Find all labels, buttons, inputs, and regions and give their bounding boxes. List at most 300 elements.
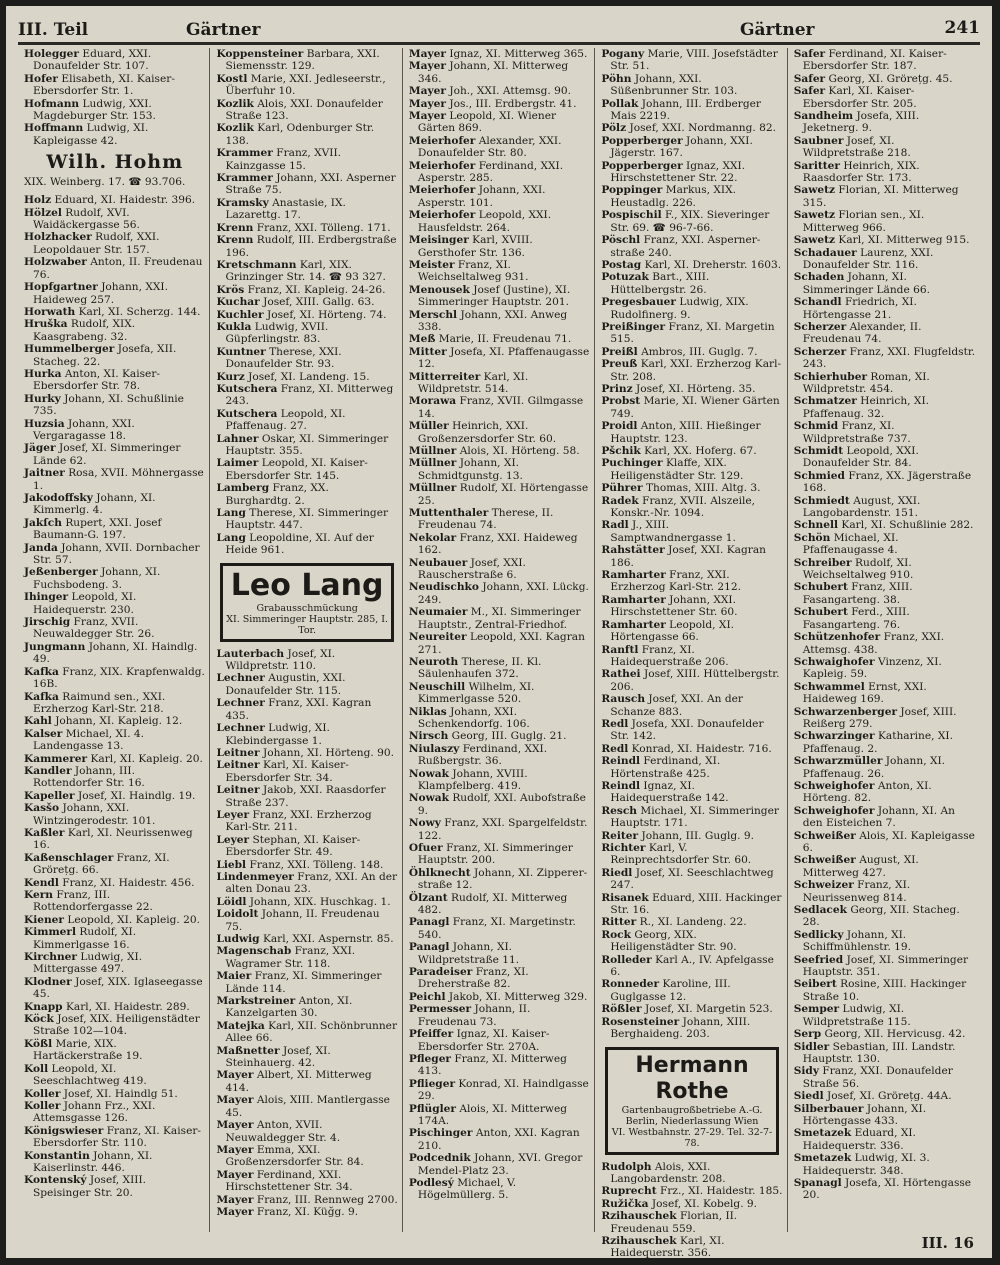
- entry-details: Thomas, XIII. Altg. 3.: [645, 482, 761, 495]
- directory-entry: [794, 73, 976, 85]
- entry-details: Therese, XI. Simmeringer Hauptstr. 447.: [225, 507, 389, 532]
- entry-details: Alexander, II. Freudenau 74.: [802, 320, 922, 346]
- directory-entry: [794, 1003, 976, 1028]
- entry-name: Kurz: [216, 370, 245, 383]
- entry-name: Kutschera: [216, 382, 278, 395]
- directory-entry: [24, 666, 205, 691]
- directory-entry: [601, 594, 782, 619]
- entry-name: Lechner: [216, 722, 265, 735]
- entry-name: Holzhacker: [24, 231, 92, 244]
- entry-name: Koller: [24, 1087, 61, 1100]
- entry-name: Hurky: [24, 392, 61, 405]
- directory-entry: [216, 122, 397, 147]
- entry-details: Karoline, III. Guglgasse 12.: [610, 978, 731, 1003]
- directory-entry: [794, 681, 976, 706]
- entry-name: Pfeiffer: [408, 1028, 454, 1041]
- entry-name: Nowak: [408, 792, 449, 805]
- entry-details: Franz, III. Rottendorfergasse 22.: [33, 889, 153, 914]
- entry-name: Safer: [793, 72, 826, 85]
- entry-name: Schmidt: [793, 445, 844, 457]
- entry-details: Heinrich, XIX. Raasdorfer Str. 173.: [802, 159, 920, 185]
- entry-details: Elisabeth, XI. Kaiser-Ebersdorfer Str. 1.: [33, 72, 175, 98]
- entry-details: Franz, XI. Margetin 515.: [610, 320, 775, 346]
- entry-details: Karl A., IV. Apfelgasse 6.: [610, 953, 774, 979]
- entry-details: Florian, XI. Mitterweg 315.: [802, 184, 959, 209]
- entry-details: Marie, XI. Wiener Gärten 749.: [610, 395, 780, 420]
- entry-name: Hofer: [24, 72, 58, 85]
- entry-name: Leitner: [216, 759, 260, 772]
- entry-details: Ferdinand, XXI. Asperstr. 285.: [417, 159, 564, 185]
- entry-details: Heinrich, XI. Pfaffenaug. 32.: [802, 395, 929, 420]
- directory-entry: [409, 867, 590, 892]
- directory-entry: [601, 234, 782, 259]
- entry-name: Jäger: [24, 442, 56, 455]
- entry-details: Johann, XI. Haindlg. 49.: [33, 640, 198, 666]
- entry-details: Eduard, XXI. Donaufelder Str. 107.: [33, 48, 152, 73]
- entry-details: Josef, XIII. Gallg. 63.: [263, 296, 375, 309]
- entry-name: Kukla: [216, 320, 252, 333]
- entry-details: Marie, XXI. Jedleseerstr., Überfuhr 10.: [225, 72, 386, 98]
- entry-name: Kern: [24, 889, 53, 901]
- entry-details: Michael, XI. Pfaffenaugasse 4.: [802, 531, 899, 557]
- entry-name: Schweißer: [793, 829, 856, 842]
- entry-details: Anton, XIII. Hießinger Hauptstr. 123.: [610, 420, 761, 445]
- entry-name: Radek: [601, 494, 639, 507]
- entry-details: Josefa, XI. Pfaffenaugasse 12.: [417, 345, 590, 371]
- entry-details: Josef, XXI. Kagran 186.: [610, 544, 766, 569]
- entry-name: Schweizer: [793, 879, 854, 892]
- entry-name: Kramsky: [216, 196, 269, 209]
- heading-left: Gärtner: [186, 20, 261, 40]
- entry-details: Alois, XIII. Mantlergasse 45.: [225, 1094, 390, 1119]
- entry-details: Alois, XXI. Langobardenstr. 208.: [610, 1160, 726, 1185]
- directory-entry: [24, 492, 205, 517]
- entry-name: Panagl: [408, 941, 450, 954]
- entry-details: Anton, XI. Kanzelgarten 30.: [225, 995, 353, 1020]
- directory-entry: [794, 1152, 976, 1177]
- ad-lang-line2: XI. Simmeringer Hauptstr. 285, I. Tor.: [226, 613, 389, 636]
- directory-entry: [409, 892, 590, 917]
- entry-details: Georg, III. Guglg. 21.: [451, 730, 567, 743]
- entry-details: Rudolf, XI. Weichseltalweg 910.: [802, 556, 914, 582]
- entry-details: Josef, XI. Haindlg 51.: [63, 1087, 178, 1100]
- entry-details: Jos., III. Erdbergstr. 41.: [449, 97, 577, 110]
- directory-entry: [216, 1094, 397, 1119]
- directory-entry: [794, 854, 976, 879]
- entry-name: Nowak: [408, 767, 449, 780]
- entry-details: M., XI. Simmeringer Hauptstr., Zentral-Friedhof.: [417, 606, 581, 631]
- directory-entry: [24, 98, 205, 123]
- entry-name: Pölz: [601, 122, 627, 135]
- entry-name: Semper: [793, 1003, 840, 1016]
- entry-details: Josef, XI. Simmeringer Hauptstr. 351.: [802, 953, 969, 979]
- directory-entry: [24, 73, 205, 98]
- entry-details: Johann, XVIII. Klampfelberg. 419.: [417, 767, 528, 792]
- entry-name: Koller: [24, 1099, 61, 1112]
- directory-entry: [409, 743, 590, 768]
- directory-entry: [24, 1063, 205, 1088]
- directory-entry: [794, 495, 976, 520]
- directory-entry: [409, 656, 590, 681]
- directory-entry: [409, 631, 590, 656]
- directory-entry: [794, 160, 976, 185]
- entry-name: Kafka: [24, 665, 59, 678]
- entry-name: Neumaier: [408, 606, 468, 619]
- entry-details: Karl, XI. Kapleig. 20.: [90, 752, 203, 765]
- entry-details: Markus, XIX. Heustadlg. 226.: [610, 184, 736, 209]
- entry-name: Matejka: [216, 1019, 265, 1032]
- entry-details: Rudolf, XI. Kimmerlgasse 16.: [33, 926, 137, 951]
- directory-entry: [601, 160, 782, 185]
- directory-entry: [24, 566, 205, 591]
- entry-details: Josef, XI. Hörteng. 74.: [267, 308, 387, 321]
- directory-entry: [794, 135, 976, 160]
- entry-name: Schwaighofer: [793, 655, 875, 668]
- entry-details: Josef, XI. Landeng. 15.: [248, 370, 370, 383]
- entry-name: Hurka: [24, 367, 62, 380]
- entry-name: Jakſch: [24, 516, 62, 529]
- directory-entry: [601, 867, 782, 892]
- directory-entry: [409, 581, 590, 606]
- entry-details: Johann, XI. Mitterweg 346.: [417, 60, 569, 85]
- entry-name: Sedlicky: [793, 928, 844, 941]
- directory-entry: [216, 871, 397, 896]
- directory-entry: [794, 519, 976, 531]
- entry-name: Reindl: [601, 755, 641, 768]
- entry-name: Leyer: [216, 833, 250, 846]
- entry-details: Karl, Odenburger Str. 138.: [225, 122, 375, 147]
- entry-details: Johann, XXI. Asperner Straße 75.: [225, 172, 396, 197]
- entry-name: Scherzer: [793, 320, 847, 333]
- entry-details: Ludwig, XI. Mittergasse 497.: [33, 951, 143, 976]
- ad-rothe-line1: Gartenbaugroßbetriebe A.-G.: [621, 1104, 763, 1116]
- entry-name: Meister: [408, 258, 455, 271]
- entry-name: Mayer: [216, 1193, 254, 1206]
- directory-entry: [601, 73, 782, 98]
- entry-details: Josef, XXI. Nordmanng. 82.: [629, 122, 776, 135]
- entry-details: Ignaz, XXI. Hirschstettener Str. 22.: [610, 159, 746, 185]
- entry-details: Konrad, XI. Haindlgasse 29.: [417, 1077, 589, 1103]
- ad-rothe-name: Hermann Rothe: [635, 1052, 749, 1104]
- directory-entry: [409, 420, 590, 445]
- entry-name: Rudolph: [601, 1160, 652, 1173]
- entry-details: Johann, XXI. Vergaragasse 18.: [33, 417, 135, 442]
- entry-details: Georg, XI. Grörețg. 45.: [828, 72, 953, 85]
- entry-name: Kuchar: [216, 296, 260, 309]
- directory-entry: [409, 557, 590, 582]
- directory-entry: [216, 945, 397, 970]
- entry-name: Kandler: [24, 764, 72, 777]
- entry-name: Krammer: [216, 147, 273, 160]
- entry-list: [601, 48, 782, 1041]
- entry-details: Johann, XIX. Huschkag. 1.: [249, 895, 391, 908]
- advertisement-hohm: [24, 151, 205, 188]
- directory-entry: [216, 433, 397, 458]
- entry-details: Alois, XI. Kapleigasse 6.: [802, 829, 975, 854]
- directory-entry: [409, 395, 590, 420]
- entry-name: Schwarzinger: [793, 730, 875, 743]
- entry-details: Karl, XI. Schußlinie 282.: [841, 519, 974, 532]
- entry-details: Rudolf, XVI. Waidäckergasse 56.: [33, 206, 140, 232]
- entry-name: Maier: [216, 970, 252, 983]
- advertisement-lang: [220, 563, 393, 642]
- directory-entry: [216, 482, 397, 507]
- directory-entry: [601, 755, 782, 780]
- entry-details: Leopold, XXI. Kagran 271.: [417, 631, 585, 656]
- directory-entry: [24, 827, 205, 852]
- directory-entry: [24, 728, 205, 753]
- directory-entry: [24, 1150, 205, 1175]
- page-number: 241: [944, 18, 980, 38]
- directory-entry: [601, 495, 782, 520]
- directory-entry: [216, 346, 397, 371]
- directory-entry: [409, 309, 590, 334]
- entry-details: Johann, XI. Simmeringer Lände 66.: [802, 271, 930, 296]
- entry-details: Rudolf, III. Erdbergstraße 196.: [225, 234, 397, 259]
- entry-details: Jakob, XXI. Raasdorfer Straße 237.: [225, 784, 386, 809]
- directory-entry: [216, 259, 397, 284]
- entry-name: Redl: [601, 717, 629, 730]
- ad-rothe-line3: VI. Westbahnstr. 27-29. Tel. 32-7-78.: [611, 1126, 773, 1149]
- directory-entry: [24, 765, 205, 790]
- entry-details: Johann, XI. Hörtengasse 433.: [802, 1102, 927, 1127]
- entry-details: Johann, XI. Kapleig. 12.: [55, 715, 183, 728]
- directory-entry: [409, 346, 590, 371]
- entry-details: Leopold, XI. Kaiser-Ebersdorfer Str. 145.: [225, 457, 368, 482]
- entry-name: Holegger: [24, 48, 79, 60]
- entry-details: Karl, XI. Wildpretstr. 514.: [417, 370, 529, 395]
- entry-name: Reindl: [601, 779, 641, 792]
- entry-name: Liebl: [216, 858, 247, 871]
- directory-entry: [24, 122, 205, 147]
- directory-entry: [216, 383, 397, 408]
- directory-entry: [601, 98, 782, 123]
- entry-name: Hruška: [24, 318, 68, 331]
- entry-name: Kahl: [24, 715, 52, 728]
- column-3: [403, 48, 595, 1232]
- entry-details: Wilhelm, XI. Kimmerlgasse 520.: [417, 680, 535, 706]
- entry-details: Johann, XXI. Wintzingerodestr. 101.: [33, 802, 156, 827]
- entry-name: Schwammel: [793, 680, 865, 693]
- entry-details: Johann, XI. Zipperer-straße 12.: [417, 866, 588, 892]
- directory-entry: [601, 954, 782, 979]
- entry-details: Franz, XI. Weichseltalweg 931.: [417, 258, 529, 284]
- directory-entry: [216, 222, 397, 234]
- entry-name: Ramharter: [601, 593, 666, 606]
- directory-entry: [216, 197, 397, 222]
- entry-name: Reiter: [601, 829, 639, 842]
- directory-entry: [216, 98, 397, 123]
- entry-name: Sidler: [793, 1040, 830, 1053]
- entry-details: Johann, XXI. Lückg. 249.: [417, 581, 589, 606]
- entry-details: Franz, XI. Kapleig. 24-26.: [247, 283, 386, 296]
- directory-entry: [24, 1174, 205, 1199]
- entry-details: Franz, XI. Neurissenweg 814.: [802, 879, 911, 904]
- entry-name: Morawa: [408, 395, 457, 408]
- entry-details: Ernst, XXI. Haideweg 169.: [802, 680, 927, 706]
- directory-entry: [24, 368, 205, 393]
- entry-details: Johann, XVII. Dornbacher Str. 57.: [33, 541, 200, 567]
- directory-entry: [409, 135, 590, 160]
- directory-entry: [409, 371, 590, 396]
- directory-entry: [409, 234, 590, 259]
- entry-details: Rudolf, XIX. Kaasgrabeng. 32.: [33, 318, 136, 343]
- directory-entry: [409, 457, 590, 482]
- directory-entry: [409, 1003, 590, 1028]
- entry-name: Mitter: [408, 345, 447, 358]
- directory-entry: [409, 941, 590, 966]
- entry-name: Jaitner: [24, 467, 65, 480]
- entry-name: Lang: [216, 507, 246, 520]
- entry-details: Josef (Justine), XI. Simmeringer Hauptstr. 201.: [417, 283, 571, 309]
- entry-details: Johann, XVI. Gregor Mendel-Platz 23.: [417, 1152, 583, 1177]
- directory-entry: [409, 966, 590, 991]
- column-1: [18, 48, 210, 1232]
- directory-entry: [24, 306, 205, 318]
- entry-details: Johann, XI. An den Eisteichen 7.: [802, 804, 955, 830]
- entry-name: Muttenthaler: [408, 507, 489, 520]
- entry-details: Ludwig, XXI. Magdeburger Str. 153.: [33, 97, 156, 123]
- entry-name: Schmied: [793, 469, 845, 482]
- entry-details: Karl, XI. Kaiser-Ebersdorfer Str. 205.: [802, 85, 917, 110]
- ad-hohm-line: XIX. Weinberg. 17. ☎ 93.706.: [24, 176, 186, 189]
- entry-name: Kozlik: [216, 122, 254, 135]
- entry-name: Rock: [601, 928, 631, 941]
- entry-list: [24, 48, 205, 147]
- entry-name: Popperberger: [601, 159, 683, 172]
- entry-details: Josef, XI. Kobelg. 9.: [651, 1197, 758, 1210]
- directory-entry: [24, 591, 205, 616]
- entry-details: Josefa, XII. Stacheg. 22.: [33, 343, 177, 368]
- directory-entry: [24, 318, 205, 343]
- directory-entry: [601, 259, 782, 271]
- directory-entry: [794, 346, 976, 371]
- entry-name: Redl: [601, 742, 629, 755]
- directory-entry: [216, 1069, 397, 1094]
- directory-entry: [601, 135, 782, 160]
- directory-entry: [216, 672, 397, 697]
- directory-entry: [216, 408, 397, 433]
- entry-details: Michael, V. Högelmüllerg. 5.: [417, 1176, 517, 1202]
- entry-name: Rolleder: [601, 953, 652, 966]
- entry-details: Therese, XXI. Donaufelder Str. 93.: [225, 345, 342, 371]
- entry-name: Koll: [24, 1062, 49, 1075]
- entry-details: Johann, XXI. Schenkendorfg. 106.: [417, 705, 530, 730]
- directory-entry: [409, 681, 590, 706]
- directory-entry: [601, 668, 782, 693]
- entry-name: Pfleger: [408, 1052, 452, 1065]
- entry-name: Müllner: [408, 457, 457, 470]
- entry-name: Pregesbauer: [601, 296, 677, 309]
- directory-entry: [24, 802, 205, 827]
- directory-entry: [601, 1235, 782, 1260]
- directory-entry: [24, 194, 205, 206]
- entry-name: Rößler: [601, 1003, 642, 1016]
- directory-entry: [216, 147, 397, 172]
- entry-name: Kalser: [24, 727, 63, 740]
- entry-details: Johann, XXI. Süßenbrunner Str. 103.: [610, 72, 738, 98]
- directory-entry: [24, 616, 205, 641]
- entry-details: Ferdinand, XXI. Rußbergstr. 36.: [417, 742, 548, 768]
- entry-details: Frz., XI. Haidestr. 185.: [659, 1185, 783, 1198]
- entry-details: Ludwig, XI. Wildpretstraße 115.: [802, 1003, 911, 1028]
- entry-details: Anton, XVII. Neuwaldegger Str. 4.: [225, 1119, 341, 1144]
- entry-details: Sebastian, III. Landstr. Hauptstr. 130.: [802, 1040, 956, 1065]
- entry-details: Leopold, XI. Wiener Gärten 869.: [417, 110, 557, 135]
- entry-name: Müller: [408, 420, 449, 433]
- entry-name: Neubauer: [408, 556, 468, 569]
- entry-name: Müllner: [408, 445, 457, 457]
- entry-name: Schmatzer: [793, 395, 857, 408]
- entry-details: Karl, XI. Scherzg. 144.: [78, 305, 201, 318]
- directory-entry: [24, 877, 205, 889]
- entry-name: Mitterreiter: [408, 370, 481, 383]
- entry-details: Josef, XXI. Rauscherstraße 6.: [417, 556, 526, 582]
- entry-name: Schreiber: [793, 556, 852, 569]
- entry-details: Johann, III. Erdberger Mais 2219.: [610, 97, 761, 123]
- directory-entry: [216, 722, 397, 747]
- entry-name: Spanagl: [793, 1176, 842, 1189]
- entry-name: Loidolt: [216, 908, 259, 921]
- column-2: [210, 48, 402, 1232]
- directory-entry: [601, 1185, 782, 1197]
- directory-entry: [24, 418, 205, 443]
- entry-details: Josef, XI. Steinhauerg. 42.: [225, 1044, 331, 1070]
- directory-entry: [409, 706, 590, 731]
- entry-name: Hummelberger: [24, 343, 115, 356]
- entry-details: Franz, XI. Simmeringer Lände 114.: [225, 970, 382, 995]
- entry-name: Mayer: [408, 60, 446, 73]
- entry-name: Laimer: [216, 457, 259, 470]
- heading-right: Gärtner: [740, 20, 815, 40]
- directory-entry: [216, 172, 397, 197]
- entry-name: Safer: [793, 85, 826, 98]
- directory-entry: [794, 1090, 976, 1102]
- directory-entry: [794, 780, 976, 805]
- entry-details: Franz, XI. Küğg. 9.: [256, 1205, 359, 1218]
- entry-details: Leopold, XXI. Hausfeldstr. 264.: [417, 209, 552, 234]
- directory-entry: [794, 445, 976, 470]
- directory-entry: [601, 892, 782, 917]
- entry-details: Anton, XI. Hörteng. 82.: [802, 779, 932, 805]
- entry-list: [24, 194, 205, 1199]
- directory-entry: [409, 98, 590, 110]
- entry-name: Jakodoffsky: [24, 492, 93, 504]
- entry-list: [601, 1161, 782, 1260]
- entry-details: Josef, XI. Margetin 523.: [644, 1003, 773, 1016]
- entry-details: Karl, V. Reinprechtsdorfer Str. 60.: [610, 842, 752, 867]
- entry-details: Franz, XVII. Kainzgasse 15.: [225, 147, 342, 172]
- entry-details: Joh., XXI. Attemsg. 90.: [449, 85, 571, 98]
- directory-entry: [409, 792, 590, 817]
- directory-entry: [794, 879, 976, 904]
- entry-name: Kafka: [24, 690, 59, 703]
- directory-entry: [409, 209, 590, 234]
- entry-name: Ruprecht: [601, 1185, 657, 1198]
- entry-details: Josef, XIX. Heiligenstädter Straße 102—104.: [33, 1013, 200, 1038]
- directory-entry: [216, 933, 397, 945]
- directory-entry: [794, 755, 976, 780]
- entry-name: Mayer: [408, 110, 446, 123]
- directory-entry: [409, 768, 590, 793]
- entry-details: Oskar, XI. Simmeringer Hauptstr. 355.: [225, 432, 389, 457]
- directory-entry: [409, 1177, 590, 1202]
- entry-details: Josefa, XIII. Jeketnerg. 9.: [802, 110, 920, 135]
- entry-details: Alexander, XXI. Donaufelder Str. 80.: [417, 134, 562, 160]
- entry-details: Franz, XI. Grörețg. 66.: [33, 851, 170, 877]
- entry-name: Nowy: [408, 817, 441, 830]
- directory-entry: [216, 1144, 397, 1169]
